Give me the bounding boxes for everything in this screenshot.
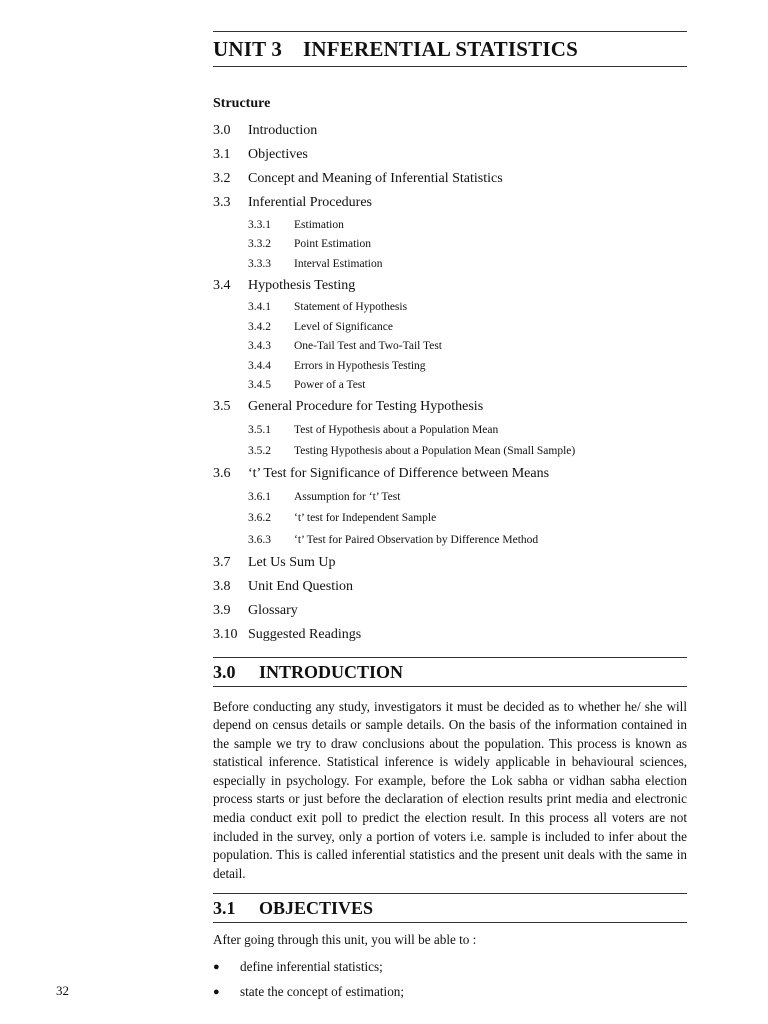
unit-title-text: INFERENTIAL STATISTICS <box>303 37 578 61</box>
toc-number: 3.3.1 <box>248 218 271 231</box>
toc-title: Glossary <box>248 602 298 618</box>
toc-subentry <box>213 376 687 396</box>
toc-title: Test of Hypothesis about a Population Mean <box>294 423 499 436</box>
toc-number: 3.8 <box>213 578 231 594</box>
toc-subentry <box>213 215 687 235</box>
section-rule <box>213 686 687 687</box>
toc-number: 3.6.3 <box>248 533 271 546</box>
toc-title: Level of Significance <box>294 320 393 333</box>
list-item <box>213 979 687 1004</box>
section-title: INTRODUCTION <box>259 661 404 682</box>
toc-subentry <box>213 298 687 318</box>
toc-title: Interval Estimation <box>294 257 383 270</box>
bullet-icon: ● <box>213 985 220 998</box>
toc-entry <box>213 143 687 167</box>
toc-number: 3.4.1 <box>248 301 271 314</box>
toc-title: Statement of Hypothesis <box>294 301 408 314</box>
toc-title: Unit End Question <box>248 578 353 594</box>
toc-entry <box>213 575 687 599</box>
toc-title: Concept and Meaning of Inferential Statistics <box>248 171 503 186</box>
structure-heading: Structure <box>213 96 271 111</box>
toc-title: ‘t’ Test for Significance of Difference between Means <box>248 466 550 481</box>
toc-entry <box>213 167 687 191</box>
toc-entry <box>213 395 687 419</box>
toc-title: Hypothesis Testing <box>248 277 356 293</box>
toc-number: 3.3 <box>213 195 231 210</box>
toc-number: 3.1 <box>213 147 231 162</box>
toc-title: Errors in Hypothesis Testing <box>294 359 426 372</box>
toc-number: 3.5 <box>213 399 231 414</box>
toc-number: 3.6.1 <box>248 490 271 503</box>
toc-title: Power of a Test <box>294 379 366 392</box>
toc-subentry <box>213 508 687 530</box>
introduction-paragraph: Before conducting any study, investigators it must be decided as to whether he/ she will depend on census details or sample details. On the basis of the information contained in the sample we try to draw conclusions about the population. This process is known as statistical inference. Statistical inference is widely applicable in behavioural sciences, especially in psychology. For example, before the Lok sabha or vidhan sabha election process starts or just before the declaration of election results print media and electronic media conduct exit poll to predict the election result. In this process all voters are not included in the survey, only a portion of voters i.e. sample is included to infer about the population. This is called inferential statistics and the present unit deals with the same in detail. <box>213 698 687 881</box>
bullet-icon: ● <box>213 960 220 973</box>
page-number: 32 <box>56 983 69 998</box>
toc-number: 3.6 <box>213 466 231 481</box>
list-item <box>213 954 687 979</box>
toc-title: One-Tail Test and Two-Tail Test <box>294 340 443 353</box>
toc-subentry <box>213 356 687 376</box>
toc-subentry <box>213 317 687 337</box>
toc-number: 3.10 <box>213 626 238 642</box>
toc-title: Suggested Readings <box>248 626 362 642</box>
toc-number: 3.0 <box>213 123 231 138</box>
toc-number: 3.6.2 <box>248 512 271 525</box>
unit-number: UNIT 3 <box>213 37 283 61</box>
toc-subentry <box>213 337 687 357</box>
toc-entry <box>213 119 687 143</box>
toc-number: 3.4 <box>213 277 231 293</box>
section-number: 3.1 <box>213 898 236 919</box>
toc-title: Objectives <box>248 147 308 162</box>
toc-entry <box>213 623 687 647</box>
toc-title: ‘t’ Test for Paired Observation by Difference Method <box>294 533 539 546</box>
toc-entry <box>213 551 687 575</box>
toc-number: 3.2 <box>213 171 231 186</box>
page-content <box>213 31 687 1004</box>
toc-title: Testing Hypothesis about a Population Mean (Small Sample) <box>294 445 576 458</box>
table-of-contents <box>213 119 687 647</box>
toc-subentry <box>213 486 687 508</box>
toc-title: Let Us Sum Up <box>248 554 336 570</box>
toc-title: Inferential Procedures <box>248 195 372 210</box>
toc-title: Introduction <box>248 123 318 138</box>
toc-number: 3.4.4 <box>248 359 271 372</box>
toc-entry <box>213 462 687 486</box>
objectives-list <box>213 954 687 1004</box>
list-item-text: state the concept of estimation; <box>240 983 405 999</box>
toc-number: 3.9 <box>213 602 231 618</box>
toc-number: 3.5.1 <box>248 423 271 436</box>
toc-number: 3.5.2 <box>248 445 271 458</box>
toc-title: General Procedure for Testing Hypothesis <box>248 399 484 414</box>
toc-title: Estimation <box>294 218 344 231</box>
toc-subentry <box>213 419 687 441</box>
toc-title: ‘t’ test for Independent Sample <box>294 512 437 525</box>
toc-subentry <box>213 235 687 255</box>
toc-entry <box>213 191 687 215</box>
objectives-intro: After going through this unit, you will be able to : <box>213 932 477 948</box>
toc-title: Point Estimation <box>294 238 371 251</box>
section-number: 3.0 <box>213 661 236 682</box>
toc-subentry <box>213 254 687 274</box>
section-title: OBJECTIVES <box>259 898 374 919</box>
toc-number: 3.4.5 <box>248 379 271 392</box>
toc-number: 3.4.3 <box>248 340 271 353</box>
list-item-text: define inferential statistics; <box>240 958 383 974</box>
unit-title-rule <box>213 66 687 67</box>
toc-entry <box>213 274 687 298</box>
toc-title: Assumption for ‘t’ Test <box>294 490 401 503</box>
toc-number: 3.7 <box>213 554 231 570</box>
toc-number: 3.3.2 <box>248 238 271 251</box>
toc-number: 3.4.2 <box>248 320 271 333</box>
unit-title <box>213 32 687 66</box>
toc-entry <box>213 599 687 623</box>
section-rule <box>213 922 687 923</box>
toc-subentry <box>213 441 687 463</box>
section-heading-introduction <box>213 658 687 686</box>
toc-number: 3.3.3 <box>248 257 271 270</box>
toc-subentry <box>213 529 687 551</box>
section-heading-objectives <box>213 894 687 922</box>
